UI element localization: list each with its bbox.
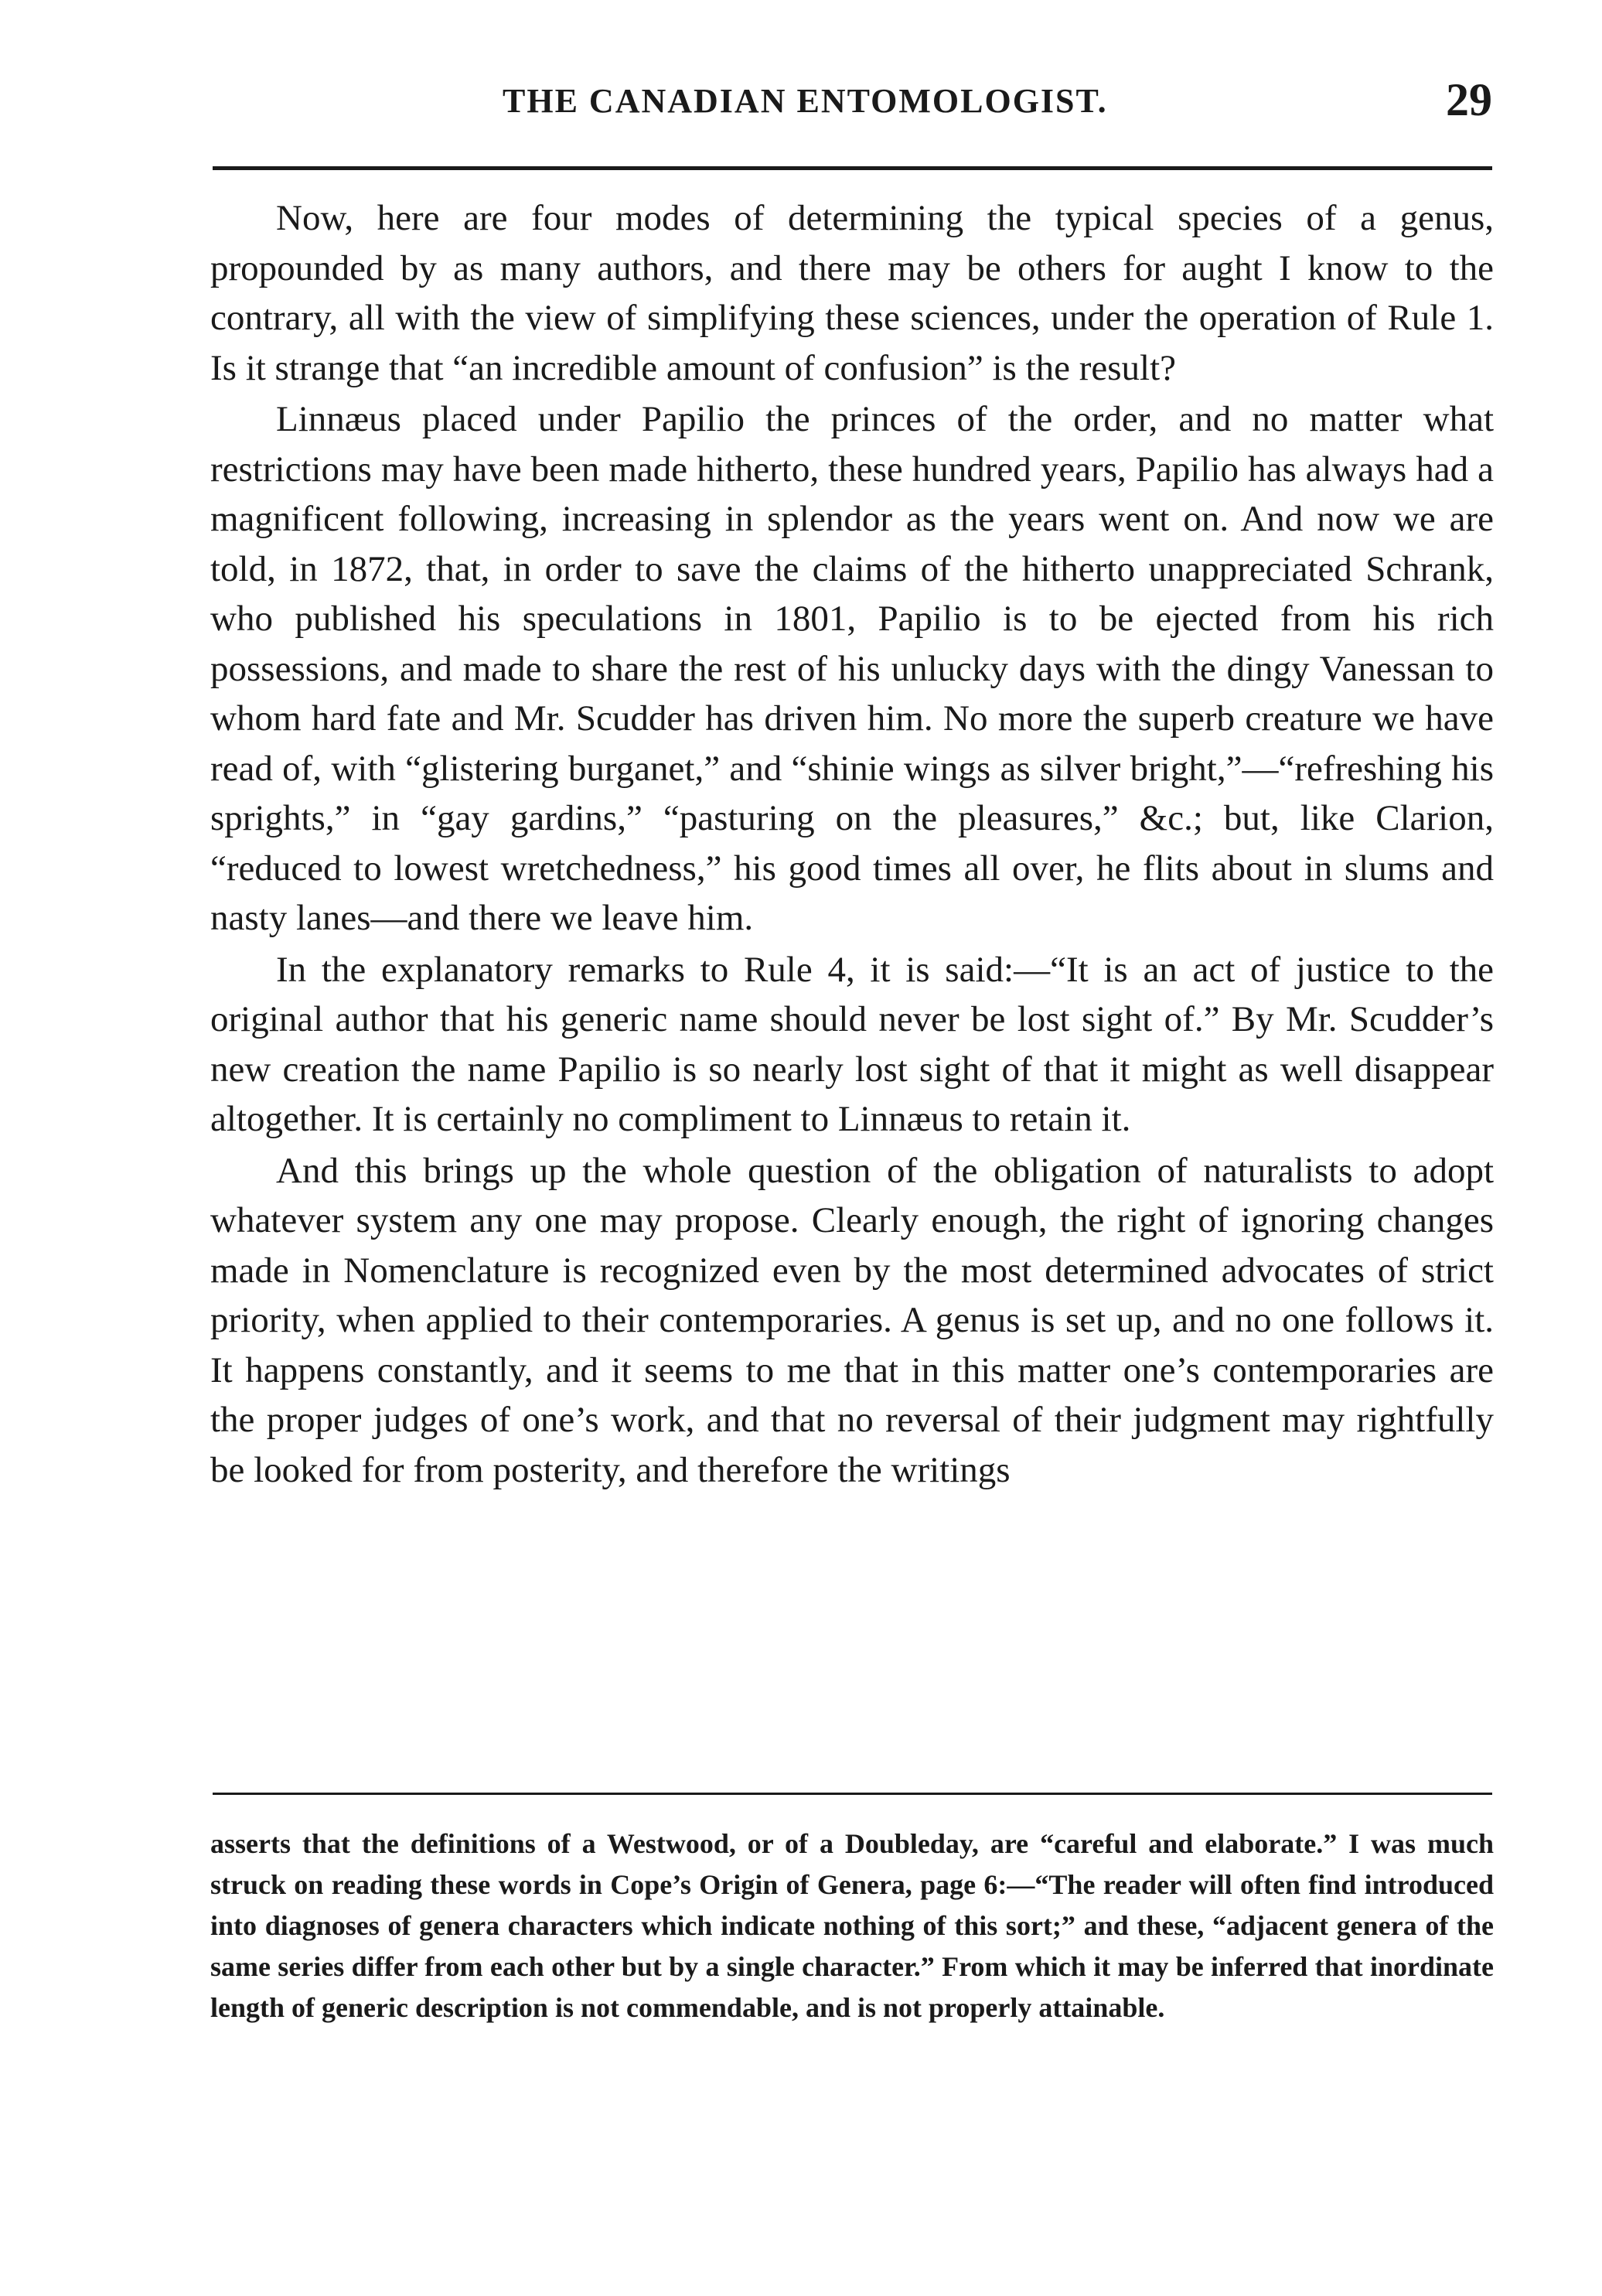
paragraph-1: Now, here are four modes of determining the typical species of a genus, propounded by as many authors, and there may be others for aught I know to the contrary, all with the view of simplifying these sciences, under the operation of Rule 1. Is it strange that “an incredible amount of confusion” is the result? [210, 198, 1494, 388]
paragraph-2: Linnæus placed under Papilio the princes of the order, and no matter what restrictions may have been made hitherto, these hundred years, Papilio has always had a magnificent following, increasing in splendor as the years went on. And now we are told, in 1872, that, in order to save the claims of the hitherto unappreciated Schrank, who published his speculations in 1801, Papilio is to be ejected from his rich possessions, and made to share the rest of his unlucky days with the dingy Vanessan to whom hard fate and Mr. Scudder has driven him. No more the superb creature we have read of, with “glistering burganet,” and “shinie wings as silver bright,”—“refreshing his sprights,” in “gay gardins,” “pasturing on the pleasures,” &c.; but, like Clarion, “reduced to lowest wretchedness,” his good times all over, he flits about in slums and nasty lanes—and there we leave him. [210, 399, 1494, 938]
page-number: 29 [1446, 74, 1492, 125]
body-text [210, 193, 1494, 1496]
header-rule [213, 166, 1492, 170]
footnote [210, 1823, 1494, 2028]
paragraph-3: In the explanatory remarks to Rule 4, it is said:—“It is an act of justice to the original author that his generic name should never be lost sight of.” By Mr. Scudder’s new creation the name Papilio is so nearly lost sight of that it might as well disappear altogether. It is certainly no compliment to Linnæus to retain it. [210, 949, 1494, 1139]
footnote-text: asserts that the definitions of a Westwood, or of a Doubleday, are “careful and elaborate.” I was much struck on reading these words in Cope’s Origin of Genera, page 6:—“The reader will often find introduced into diagnoses of genera characters which indicate nothing of this sort;” and these, “adjacent genera of the same series differ from each other but by a single character.” From which it may be inferred that inordinate length of generic description is not commendable, and is not properly attainable. [210, 1828, 1494, 2023]
paragraph-4: And this brings up the whole question of the obligation of naturalists to adopt whatever system any one may propose. Clearly enough, the right of ignoring changes made in Nomenclature is recognized even by the most determined advocates of strict priority, when applied to their contemporaries. A genus is set up, and no one follows it. It happens constantly, and it seems to me that in this matter one’s contemporaries are the proper judges of one’s work, and that no reversal of their judgment may rightfully be looked for from posterity, and therefore the writings [210, 1150, 1494, 1490]
footnote-rule [213, 1793, 1492, 1795]
running-title: THE CANADIAN ENTOMOLOGIST. [503, 82, 1108, 120]
page-header [209, 73, 1492, 143]
